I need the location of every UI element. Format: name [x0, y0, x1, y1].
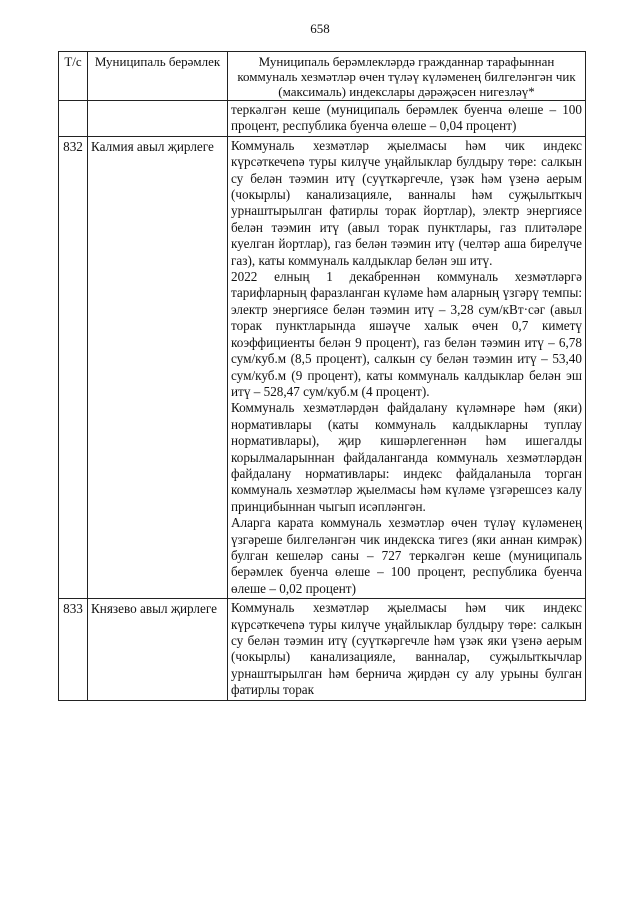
page-number: 658 — [310, 21, 330, 36]
description-paragraph: Коммуналь хезмәтләр җыелмасы һәм чик индекс күрсәткечenә туры килүче уңайлыклар булдыру төре: салкын су белән тәэмин итү (суүткәргечле, үзәк һәм үзенә аерым (чокырлы) канализацияле, ванналы һәм суҗылыткыч урнаштырылган фатирлы торак йортлар), электр энергиясе белән тәэмин итү (авыл торак пунктлары, газ плитәләре куелган йортлар), газ белән тәэмин итү (челтәр аша бирелүче газ), каты коммуналь калдыклар белән эш итү. — [231, 137, 582, 268]
municipality-name: Калмия авыл җирлеге — [88, 136, 228, 598]
table-header-row — [59, 52, 586, 101]
table-row — [59, 136, 586, 598]
header-num: Т/с — [59, 52, 88, 101]
indices-table — [58, 51, 586, 701]
description-cell — [228, 101, 586, 137]
row-number: 832 — [59, 136, 88, 598]
description-paragraph: 2022 елның 1 декабреннән коммуналь хезмәтләргә тарифларның фаразланган күләме һәм аларның үзгәрү темпы: электр энергиясе белән тәэмин итү – 3,28 сум/кВт·сәг (авыл торак пунктларында яшәүче халык өчен 0,7 киметү коэффициенты белән 9 процент), газ белән тәэмин итү – 6,78 сум/куб.м (8,5 процент), салкын су белән тәэмин итү – 53,40 сум/куб.м (9 процент), каты коммуналь калдыклар белән эш итү – 528,47 сум/куб.м (4 процент). — [231, 269, 582, 399]
description-paragraph: Коммуналь хезмәтләр җыелмасы һәм чик индекс күрсәткечenә туры килүче уңайлыклар булдыру төре: салкын су белән тәэмин итү (суүткәргечле һәм үзәк яки үзенә аерым (чокырлы) канализацияле, ванналар, суҗылыткычлар урнаштырылган һәм бернича җирдән су алу урыны булган фатирлы торак — [231, 600, 582, 698]
description-paragraph: теркәлгән кеше (муниципаль берәмлек буенча өлеше – 100 процент, республика буенча өлеше – 0,04 процент) — [231, 102, 582, 134]
municipality-name — [88, 101, 228, 137]
row-number — [59, 101, 88, 137]
table-row — [59, 101, 586, 137]
municipality-name: Князево авыл җирлеге — [88, 599, 228, 700]
header-municipality: Муниципаль берәмлек — [88, 52, 228, 101]
table-row — [59, 599, 586, 700]
description-paragraph: Коммуналь хезмәтләрдән файдалану күләмнәре һәм (яки) нормативлары (каты коммуналь калдыкларны туплау нормативлары), җир кишәрлегеннән һәм ишегалды корылмаларыннан файдаланганда коммуналь хезмәтләрдән файдалану нормативлары: индекс файдаланыла торган коммуналь хезмәтләр җыелмасы һәм күләме үзгәрешсез калу принцибыннан чыгып исәпләнгән. — [231, 400, 582, 514]
header-description: Муниципаль берәмлекләрдә гражданнар тарафыннан коммуналь хезмәтләр өчен түләү күләменең билгеләнгән чик (максималь) индекслары дәрәҗәсен нигезләү* — [228, 52, 586, 101]
description-cell — [228, 136, 586, 598]
description-cell — [228, 599, 586, 700]
row-number: 833 — [59, 599, 88, 700]
description-paragraph: Аларга карата коммуналь хезмәтләр өчен түләү күләменең үзгәреше билгеләнгән чик индекска тигез (яки аннан кимрәк) булган кешеләр саны – 727 теркәлгән кеше (муниципаль берәмлек буенча өлеше – 100 процент, республика буенча өлеше – 0,02 процент) — [231, 515, 582, 596]
